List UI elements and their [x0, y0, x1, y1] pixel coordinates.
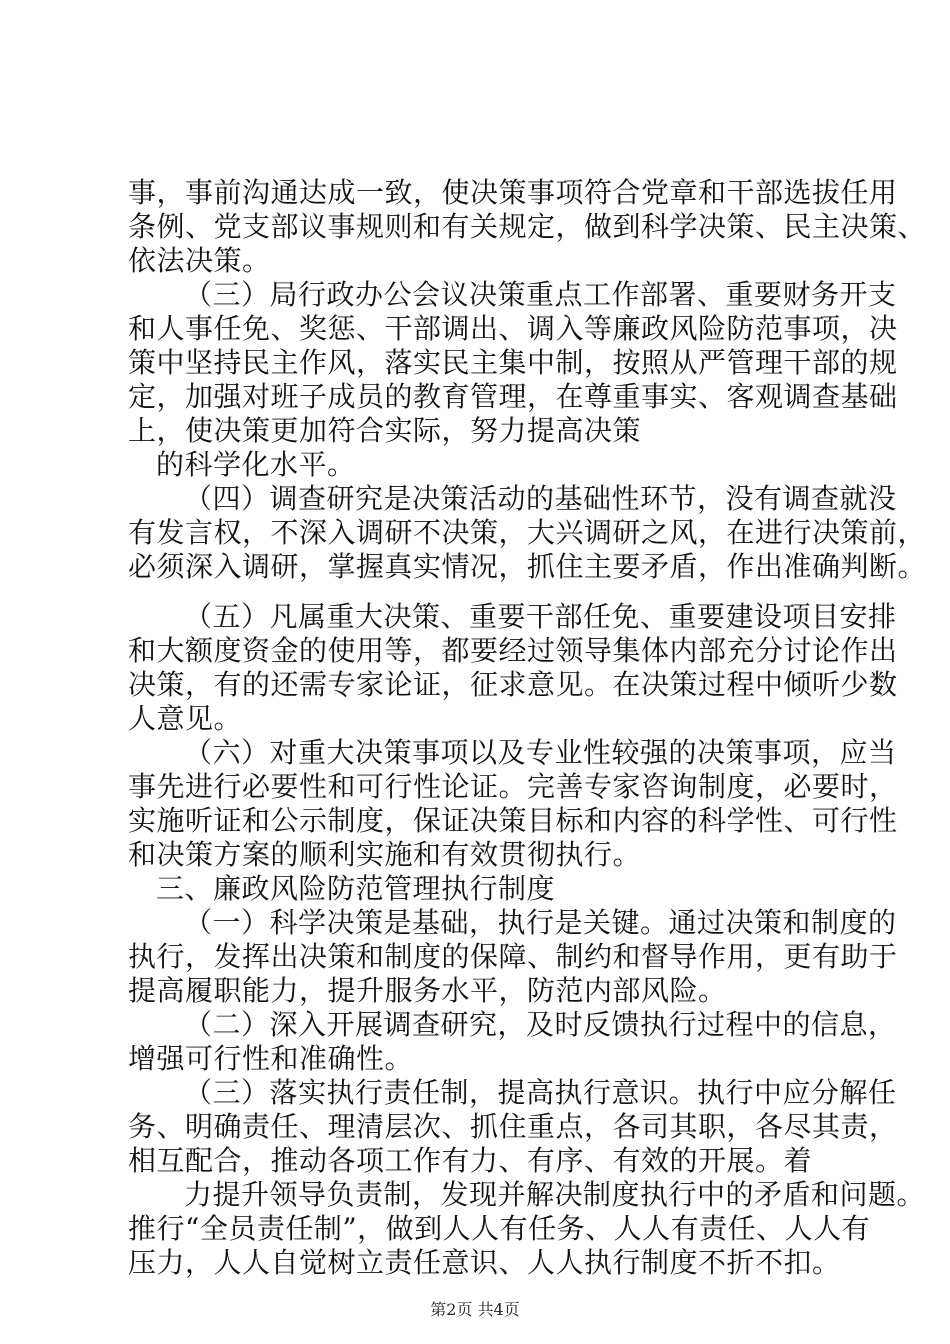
text-line: 事先进行必要性和可行性论证。完善专家咨询制度，必要时，: [128, 770, 898, 803]
text-line: 相互配合，推动各项工作有力、有序、有效的开展。着: [128, 1144, 813, 1177]
text-line: （四）调查研究是决策活动的基础性环节，没有调查就没: [184, 482, 897, 515]
text-line: （六）对重大决策事项以及专业性较强的决策事项，应当: [184, 736, 897, 769]
text-line: 依法决策。: [128, 244, 271, 277]
text-line: 和决策方案的顺利实施和有效贯彻执行。: [128, 838, 642, 871]
text-line: 压力，人人自觉树立责任意识、人人执行制度不折不扣。: [128, 1246, 841, 1279]
text-line: （二）深入开展调查研究，及时反馈执行过程中的信息，: [184, 1008, 897, 1041]
text-line: 力提升领导负责制，发现并解决制度执行中的矛盾和问题。: [184, 1178, 926, 1211]
text-line: 和大额度资金的使用等，都要经过领导集体内部充分讨论作出: [128, 634, 898, 667]
text-line: 人意见。: [128, 702, 243, 735]
text-line: 条例、党支部议事规则和有关规定，做到科学决策、民主决策、: [128, 210, 927, 243]
text-line: （五）凡属重大决策、重要干部任免、重要建设项目安排: [184, 600, 897, 633]
text-line: 实施听证和公示制度，保证决策目标和内容的科学性、可行性: [128, 804, 898, 837]
text-line: 上，使决策更加符合实际，努力提高决策: [128, 414, 642, 447]
text-line: 决策，有的还需专家论证，征求意见。在决策过程中倾听少数: [128, 668, 898, 701]
text-line: 增强可行性和准确性。: [128, 1042, 414, 1075]
text-line: 提高履职能力，提升服务水平，防范内部风险。: [128, 974, 727, 1007]
text-line: （三）落实执行责任制，提高执行意识。执行中应分解任: [184, 1076, 897, 1109]
text-line: 推行“全员责任制”，做到人人有任务、人人有责任、人人有: [128, 1212, 871, 1245]
text-line: （三）局行政办公会议决策重点工作部署、重要财务开支: [184, 278, 897, 311]
text-line: 事，事前沟通达成一致，使决策事项符合党章和干部选拔任用: [128, 176, 898, 209]
text-line: 有发言权，不深入调研不决策，大兴调研之风，在进行决策前，: [128, 516, 927, 549]
text-line: 必须深入调研，掌握真实情况，抓住主要矛盾，作出准确判断。: [128, 550, 927, 583]
text-line: 策中坚持民主作风，落实民主集中制，按照从严管理干部的规: [128, 346, 898, 379]
text-line: 和人事任免、奖惩、干部调出、调入等廉政风险防范事项，决: [128, 312, 898, 345]
section-heading: 三、廉政风险防范管理执行制度: [156, 872, 556, 905]
text-line: 务、明确责任、理清层次、抓住重点，各司其职，各尽其责，: [128, 1110, 898, 1143]
text-line: 的科学化水平。: [156, 448, 356, 481]
text-line: 定，加强对班子成员的教育管理，在尊重事实、客观调查基础: [128, 380, 898, 413]
text-line: 执行，发挥出决策和制度的保障、制约和督导作用，更有助于: [128, 940, 898, 973]
page-footer: 第2页 共4页: [430, 1300, 520, 1319]
text-line: （一）科学决策是基础，执行是关键。通过决策和制度的: [184, 906, 897, 939]
